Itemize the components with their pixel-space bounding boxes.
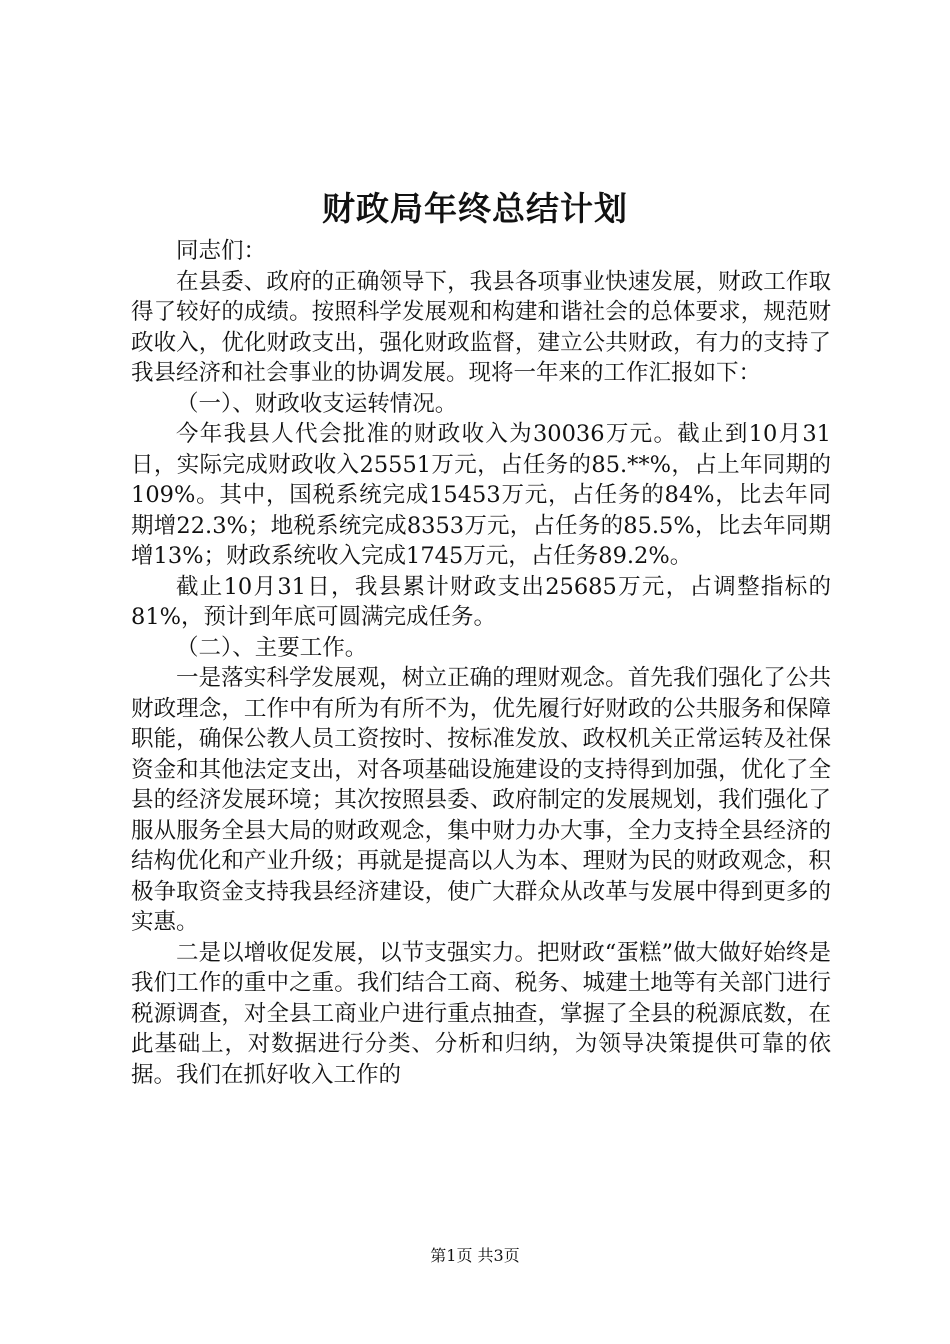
document-title: 财政局年终总结计划 xyxy=(322,189,628,228)
paragraph-salutation: 同志们： xyxy=(176,238,267,264)
paragraph-expenditure: 截止10月31日，我县累计财政支出25685万元，占调整指标的81%，预计到年底可圆满完成任务。 xyxy=(131,573,831,630)
paragraph-work-2: 二是以增收促发展，以节支强实力。把财政“蛋糕”做大做好始终是我们工作的重中之重。我们结合工商、税务、城建土地等有关部门进行税源调查，对全县工商业户进行重点抽查，掌握了全县的税源底数，在此基础上，对数据进行分类、分析和归纳，为领导决策提供可靠的依据。我们在抓好收入工作的 xyxy=(131,939,831,1088)
paragraph-work-1: 一是落实科学发展观，树立正确的理财观念。首先我们强化了公共财政理念，工作中有所为有所不为，优先履行好财政的公共服务和保障职能，确保公教人员工资按时、按标准发放、政权机关正常运转及社保资金和其他法定支出，对各项基础设施建设的支持得到加强，优化了全县的经济发展环境；其次按照县委、政府制定的发展规划，我们强化了服从服务全县大局的财政观念，集中财力办大事，全力支持全县经济的结构优化和产业升级；再就是提高以人为本、理财为民的财政观念，积极争取资金支持我县经济建设，使广大群众从改革与发展中得到更多的实惠。 xyxy=(131,665,831,935)
section-heading-2: （二）、主要工作。 xyxy=(176,634,368,661)
paragraph-revenue: 今年我县人代会批准的财政收入为30036万元。截止到10月31日，实际完成财政收入25551万元，占任务的85.**%，占上年同期的109%。其中，国税系统完成15453万元，占任务的84%，比去年同期增22.3%；地税系统完成8353万元，占任务的85.5%，比去年同期增13%；财政系统收入完成1745万元，占任务89.2%。 xyxy=(131,421,831,569)
document-body xyxy=(131,236,831,1090)
section-heading-1: （一）、财政收支运转情况。 xyxy=(176,390,458,417)
paragraph-intro: 在县委、政府的正确领导下，我县各项事业快速发展，财政工作取得了较好的成绩。按照科学发展观和构建和谐社会的总体要求，规范财政收入，优化财政支出，强化财政监督，建立公共财政，有力的支持了我县经济和社会事业的协调发展。现将一年来的工作汇报如下： xyxy=(131,268,831,386)
page-footer: 第1页 共3页 xyxy=(430,1246,520,1265)
